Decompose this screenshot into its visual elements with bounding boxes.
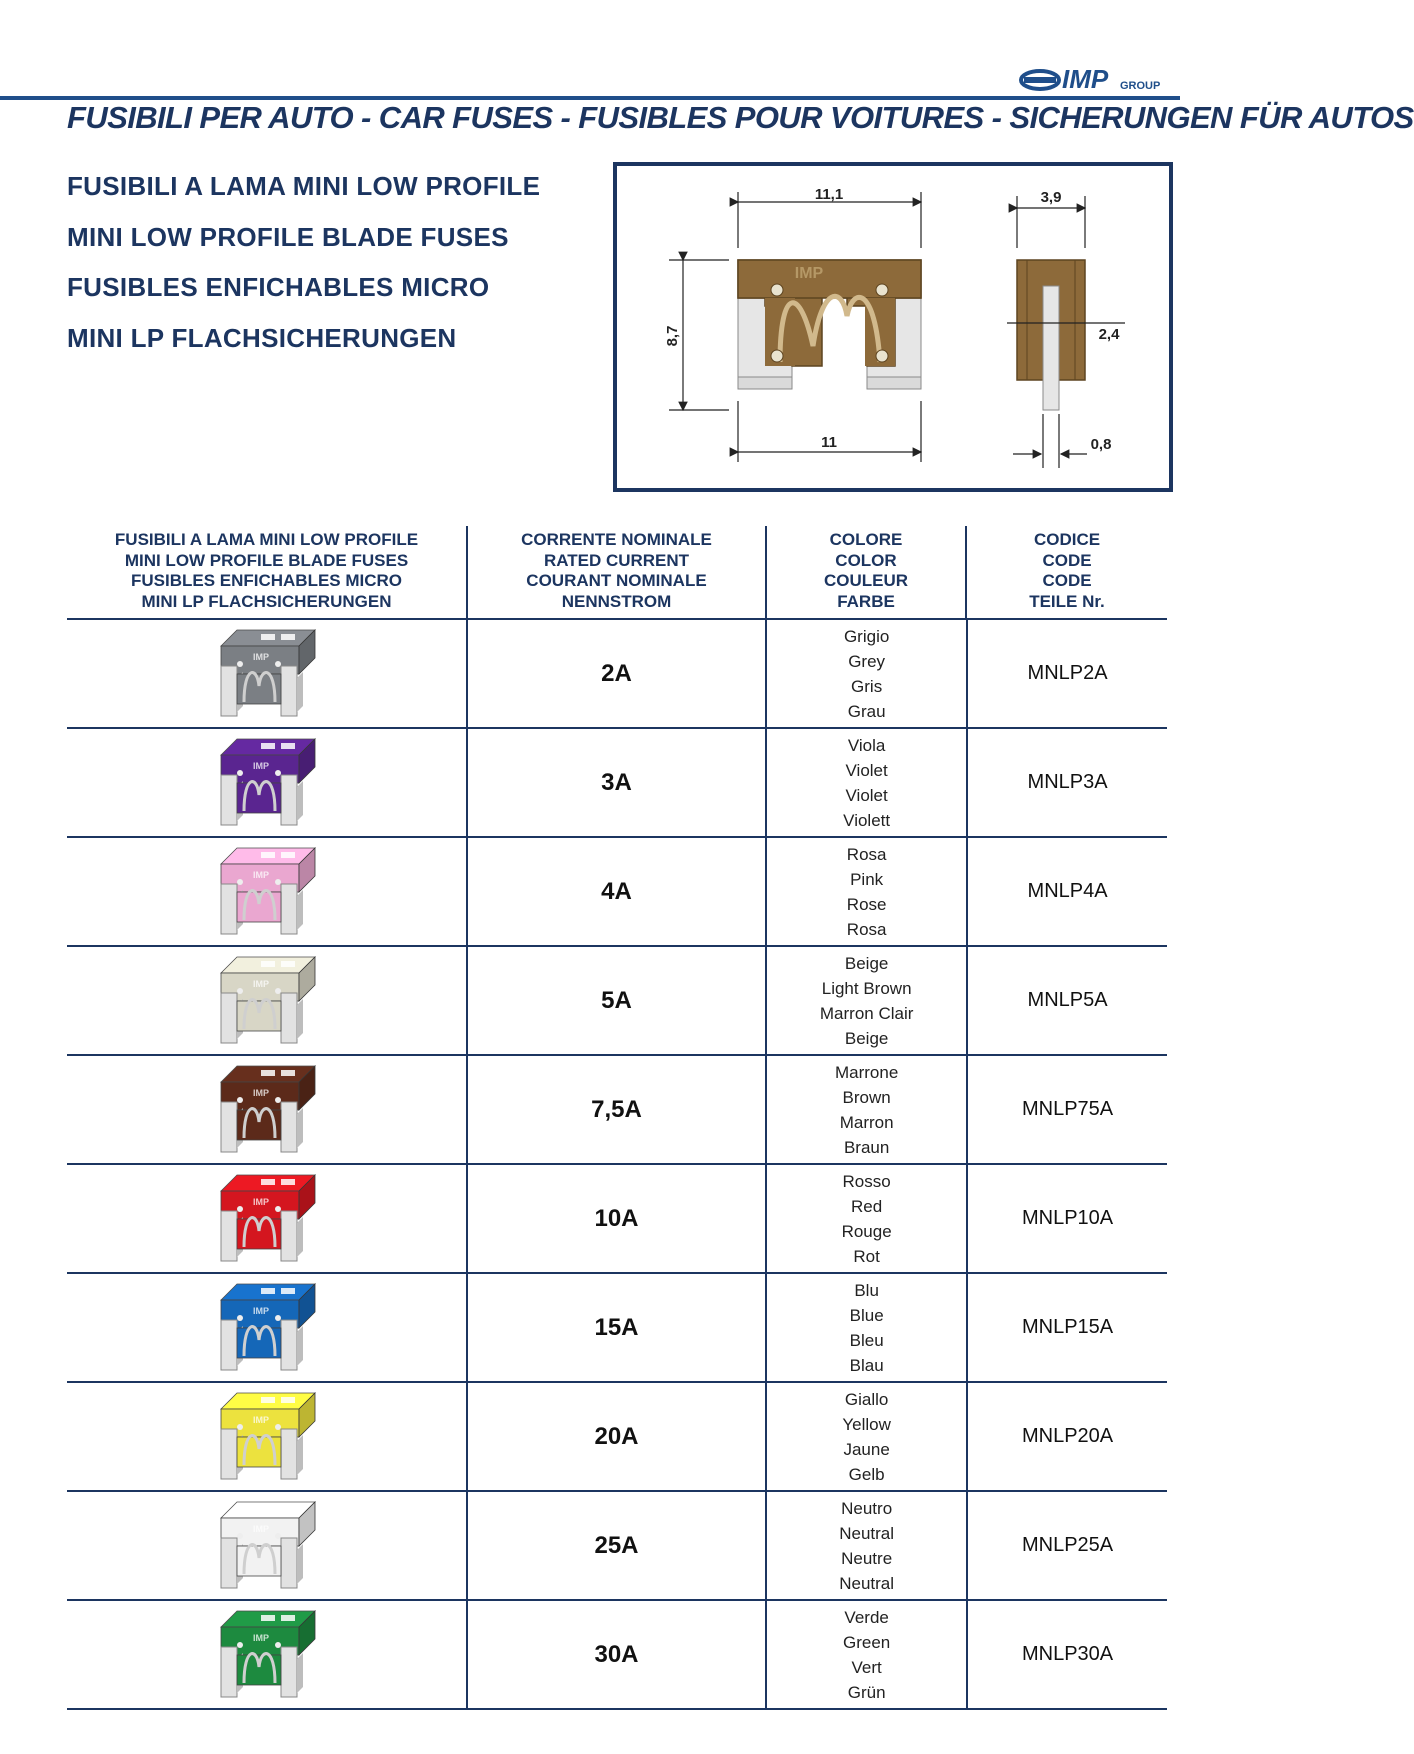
rating-cell [468,1601,767,1708]
rated-current: 15A [594,1313,639,1341]
color-name-it: Viola [847,735,886,755]
rated-current: 4A [601,877,632,905]
fuse-icon [211,1498,321,1594]
code-cell [968,1165,1167,1272]
color-name-it: Verde [844,1607,889,1627]
color-cell [767,1601,968,1708]
color-cell [767,1056,968,1163]
color-name-it: Neutro [841,1498,893,1518]
rating-cell [468,947,767,1054]
header-code: CODICE CODE CODE TEILE Nr. [1029,530,1105,611]
code-cell [968,1274,1167,1381]
table-row [67,947,1167,1056]
color-names [844,624,889,724]
table-row [67,1165,1167,1274]
table-row [67,1056,1167,1165]
color-name-fr: Bleu [849,1330,884,1350]
color-name-fr: Rouge [841,1221,892,1241]
color-name-de: Beige [844,1028,889,1048]
rated-current: 7,5A [591,1095,642,1123]
fuse-image-cell [67,1601,468,1708]
svg-text:IMP: IMP [794,265,824,282]
svg-text:0,8: 0,8 [1090,436,1112,453]
product-title-en: MINI LOW PROFILE BLADE FUSES [67,221,509,252]
color-name-it: Blu [854,1280,879,1300]
part-code: MNLP20A [1021,1425,1114,1447]
svg-text:IMP: IMP [253,1414,270,1425]
rating-cell [468,1165,767,1272]
color-name-fr: Vert [851,1657,882,1677]
fuse-image-cell [67,620,468,727]
fuse-image-cell [67,947,468,1054]
color-name-fr: Marron [839,1112,894,1132]
color-name-en: Grey [848,651,886,671]
fuse-icon [211,1389,321,1485]
code-cell [968,1056,1167,1163]
fuse-icon [211,735,321,831]
color-name-de: Violett [843,810,891,830]
rated-current: 25A [594,1531,639,1559]
color-name-fr: Rose [846,894,887,914]
fuse-image-cell [67,838,468,945]
color-names [842,1169,892,1269]
fuse-image-cell [67,1165,468,1272]
table-row [67,620,1167,729]
color-name-de: Neutral [839,1573,895,1593]
fuse-image-cell [67,1056,468,1163]
fuse-image-cell [67,1383,468,1490]
color-name-it: Rosso [842,1171,891,1191]
color-names [850,1278,884,1378]
code-cell [968,1492,1167,1599]
color-cell [767,838,968,945]
svg-text:IMP: IMP [253,1087,270,1098]
fuse-image-cell [67,729,468,836]
color-name-en: Blue [849,1305,884,1325]
fuse-front-view [738,260,921,389]
color-cell [767,1165,968,1272]
color-name-en: Violet [845,760,888,780]
part-code: MNLP30A [1021,1643,1114,1665]
code-cell [968,947,1167,1054]
table-row [67,1492,1167,1601]
rating-cell [468,620,767,727]
color-name-de: Grau [847,701,886,721]
fuse-icon [211,1062,321,1158]
fuse-icon [211,1280,321,1376]
color-name-de: Grün [847,1682,886,1702]
table-row [67,729,1167,838]
code-cell [968,729,1167,836]
svg-text:IMP: IMP [253,1632,270,1643]
rating-cell [468,1274,767,1381]
svg-text:IMP: IMP [253,1196,270,1207]
page-title: FUSIBILI PER AUTO - CAR FUSES - FUSIBLES POUR VOITURES - SICHERUNGEN FÜR AUTOS [67,100,1414,135]
code-cell [968,1601,1167,1708]
color-name-en: Green [843,1632,891,1652]
color-cell [767,1383,968,1490]
part-code: MNLP15A [1021,1316,1114,1338]
svg-text:IMP: IMP [253,978,270,989]
part-code: MNLP2A [1027,662,1108,684]
svg-text:IMP: IMP [253,1523,270,1534]
color-name-en: Light Brown [821,978,912,998]
code-cell [968,620,1167,727]
fuse-icon [211,953,321,1049]
product-title-fr: FUSIBLES ENFICHABLES MICRO [67,272,490,302]
color-name-en: Pink [850,869,884,889]
table-row [67,838,1167,947]
rating-cell [468,838,767,945]
color-names [843,1605,890,1705]
color-name-en: Neutral [839,1523,895,1543]
svg-text:8,7: 8,7 [664,325,681,347]
code-cell [968,838,1167,945]
rated-current: 5A [601,986,632,1014]
svg-text:IMP: IMP [253,651,270,662]
product-title-de: MINI LP FLACHSICHERUNGEN [67,322,457,353]
color-names [843,733,890,833]
part-code: MNLP25A [1021,1534,1114,1556]
fuse-icon [211,1171,321,1267]
svg-text:3,9: 3,9 [1040,189,1062,206]
rating-cell [468,1492,767,1599]
part-code: MNLP5A [1027,989,1108,1011]
table-body [67,620,1167,1710]
rated-current: 2A [601,659,632,687]
color-name-de: Gelb [848,1464,885,1484]
product-title-it: FUSIBILI A LAMA MINI LOW PROFILE [67,171,541,201]
color-name-de: Blau [849,1355,884,1375]
color-name-fr: Neutre [841,1548,893,1568]
table-row [67,1274,1167,1383]
color-name-en: Red [851,1196,883,1216]
color-cell [767,729,968,836]
color-cell [767,620,968,727]
color-name-fr: Gris [851,676,883,696]
color-name-it: Giallo [844,1389,889,1409]
color-cell [767,1492,968,1599]
color-name-it: Grigio [843,626,890,646]
product-titles [67,170,540,372]
svg-text:11: 11 [821,434,837,451]
fuse-side-view [1017,260,1085,410]
rated-current: 20A [594,1422,639,1450]
fuse-image-cell [67,1274,468,1381]
fuse-icon [211,626,321,722]
rated-current: 10A [594,1204,639,1232]
color-names [847,842,887,942]
color-name-de: Rosa [846,919,887,939]
header-type: FUSIBILI A LAMA MINI LOW PROFILE MINI LOW PROFILE BLADE FUSES FUSIBLES ENFICHABLES MICRO MINI LP FLACHSICHERUNGEN [67,526,468,618]
svg-text:IMP: IMP [253,1305,270,1316]
header-current: CORRENTE NOMINALE RATED CURRENT COURANT NOMINALE NENNSTROM [468,526,767,618]
rating-cell [468,1056,767,1163]
color-name-fr: Violet [845,785,888,805]
color-names [842,1387,891,1487]
part-code: MNLP3A [1027,771,1108,793]
svg-text:IMP: IMP [253,760,270,771]
part-code: MNLP10A [1021,1207,1114,1229]
color-name-en: Brown [842,1087,891,1107]
fuse-table [67,526,1167,1710]
header-color: COLORE COLOR COULEUR FARBE [767,526,967,618]
svg-text:2,4: 2,4 [1098,326,1120,343]
color-name-de: Rot [853,1246,880,1266]
fuse-icon [211,844,321,940]
color-name-en: Yellow [842,1414,891,1434]
color-name-it: Rosa [846,844,887,864]
rating-cell [468,729,767,836]
color-names [835,1060,898,1160]
color-name-fr: Marron Clair [819,1003,914,1023]
brand-logo [1018,64,1178,94]
svg-text:IMP: IMP [1062,64,1109,94]
part-code: MNLP75A [1021,1098,1114,1120]
color-name-fr: Jaune [843,1439,890,1459]
color-cell [767,1274,968,1381]
rated-current: 3A [601,768,632,796]
color-name-de: Braun [843,1137,890,1157]
dimension-diagram [613,162,1173,492]
color-names [820,951,914,1051]
svg-text:11,1: 11,1 [814,186,844,203]
svg-text:GROUP: GROUP [1120,80,1161,92]
table-row [67,1383,1167,1492]
rating-cell [468,1383,767,1490]
svg-text:IMP: IMP [253,869,270,880]
color-name-it: Beige [844,953,889,973]
rated-current: 30A [594,1640,639,1668]
code-cell [968,1383,1167,1490]
color-name-it: Marrone [834,1062,899,1082]
fuse-icon [211,1607,321,1703]
color-cell [767,947,968,1054]
color-names [839,1496,894,1596]
table-header [67,526,1167,620]
table-row [67,1601,1167,1710]
fuse-image-cell [67,1492,468,1599]
part-code: MNLP4A [1027,880,1108,902]
